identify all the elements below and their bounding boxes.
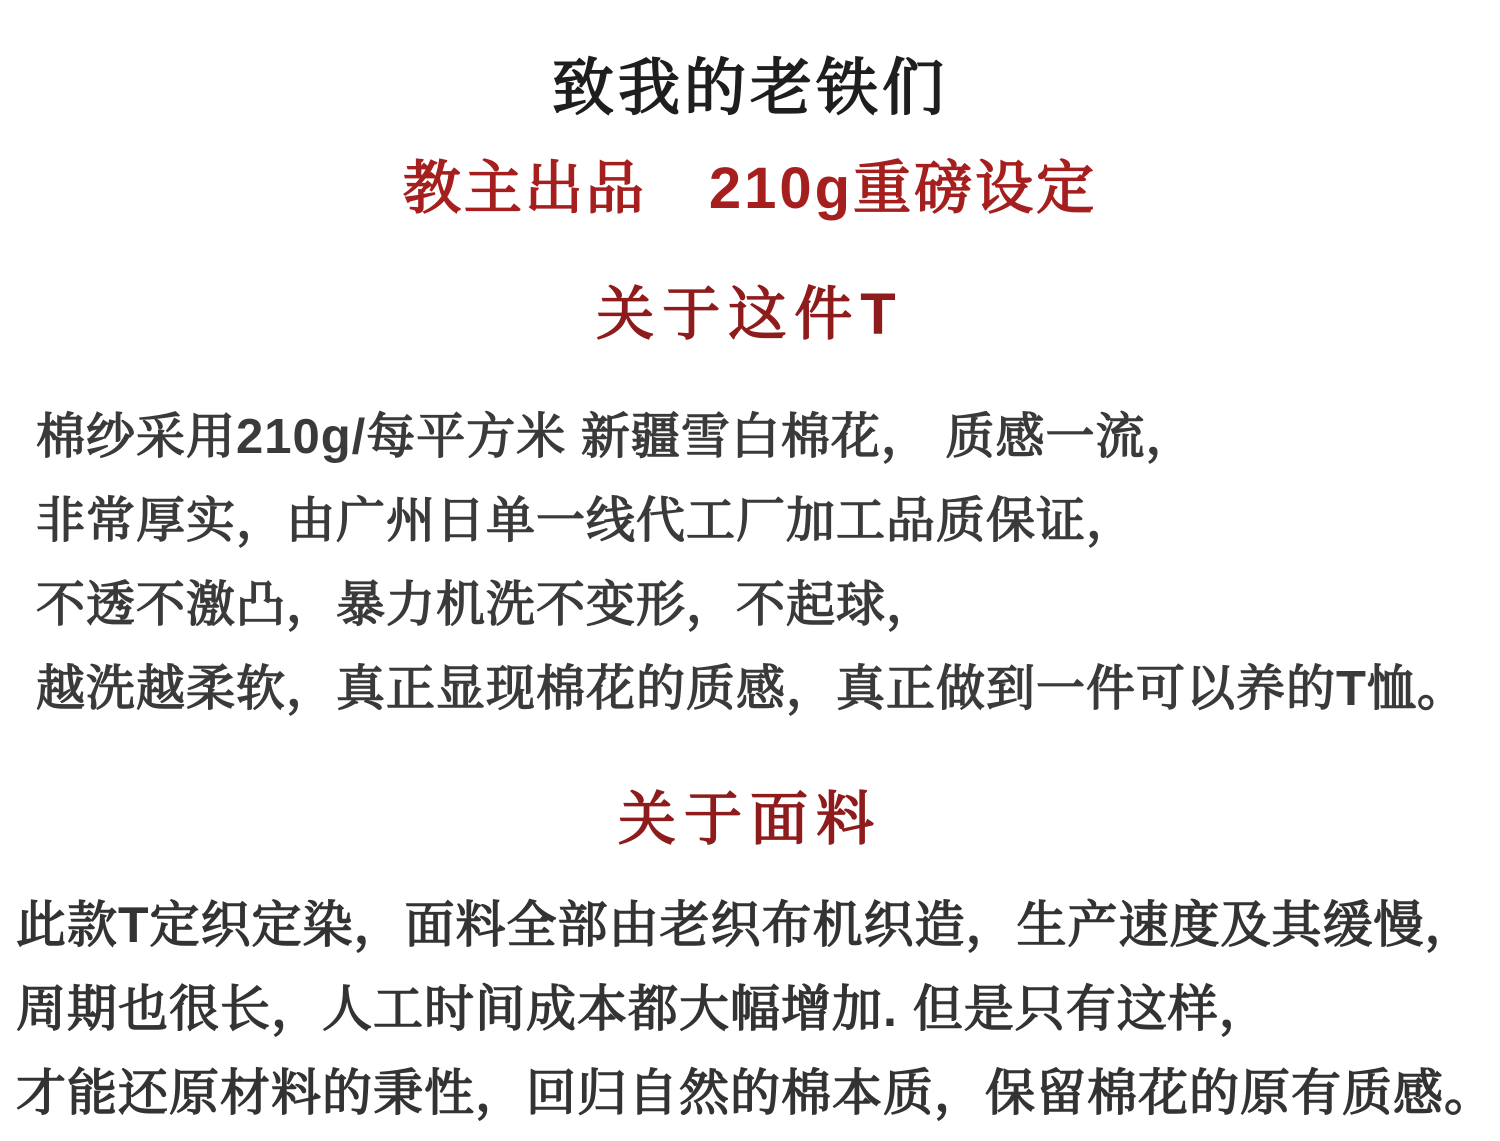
- subtitle-weight-claim: 210g重磅设定: [708, 156, 1098, 222]
- body-line: 不透不激凸，暴力机洗不变形，不起球，: [36, 577, 937, 632]
- body-line: 此款T定织定染，面料全部由老织布机织造，生产速度及其缓慢，: [16, 897, 1476, 954]
- section-heading-about-tee: 关于这件T: [596, 281, 904, 347]
- section-heading-about-fabric: 关于面料: [617, 786, 882, 852]
- section-body-about-fabric: [16, 883, 1500, 1135]
- page-title: 致我的老铁们: [551, 54, 948, 123]
- body-line: 才能还原材料的秉性，回归自然的棉本质，保留棉花的原有质感。: [16, 1065, 1495, 1122]
- section-body-about-tee: [36, 395, 1500, 731]
- body-line: 非常厚实，由广州日单一线代工厂加工品质保证，: [36, 493, 1137, 548]
- body-line: 越洗越柔软，真正显现棉花的质感，真正做到一件可以养的T恤。: [36, 661, 1467, 716]
- subtitle-brand: 教主出品: [402, 156, 647, 222]
- body-line: 棉纱采用210g/每平方米 新疆雪白棉花， 质感一流，: [36, 409, 1196, 464]
- subtitle: [0, 154, 1500, 224]
- body-line: 周期也很长，人工时间成本都大幅增加. 但是只有这样，: [16, 981, 1270, 1038]
